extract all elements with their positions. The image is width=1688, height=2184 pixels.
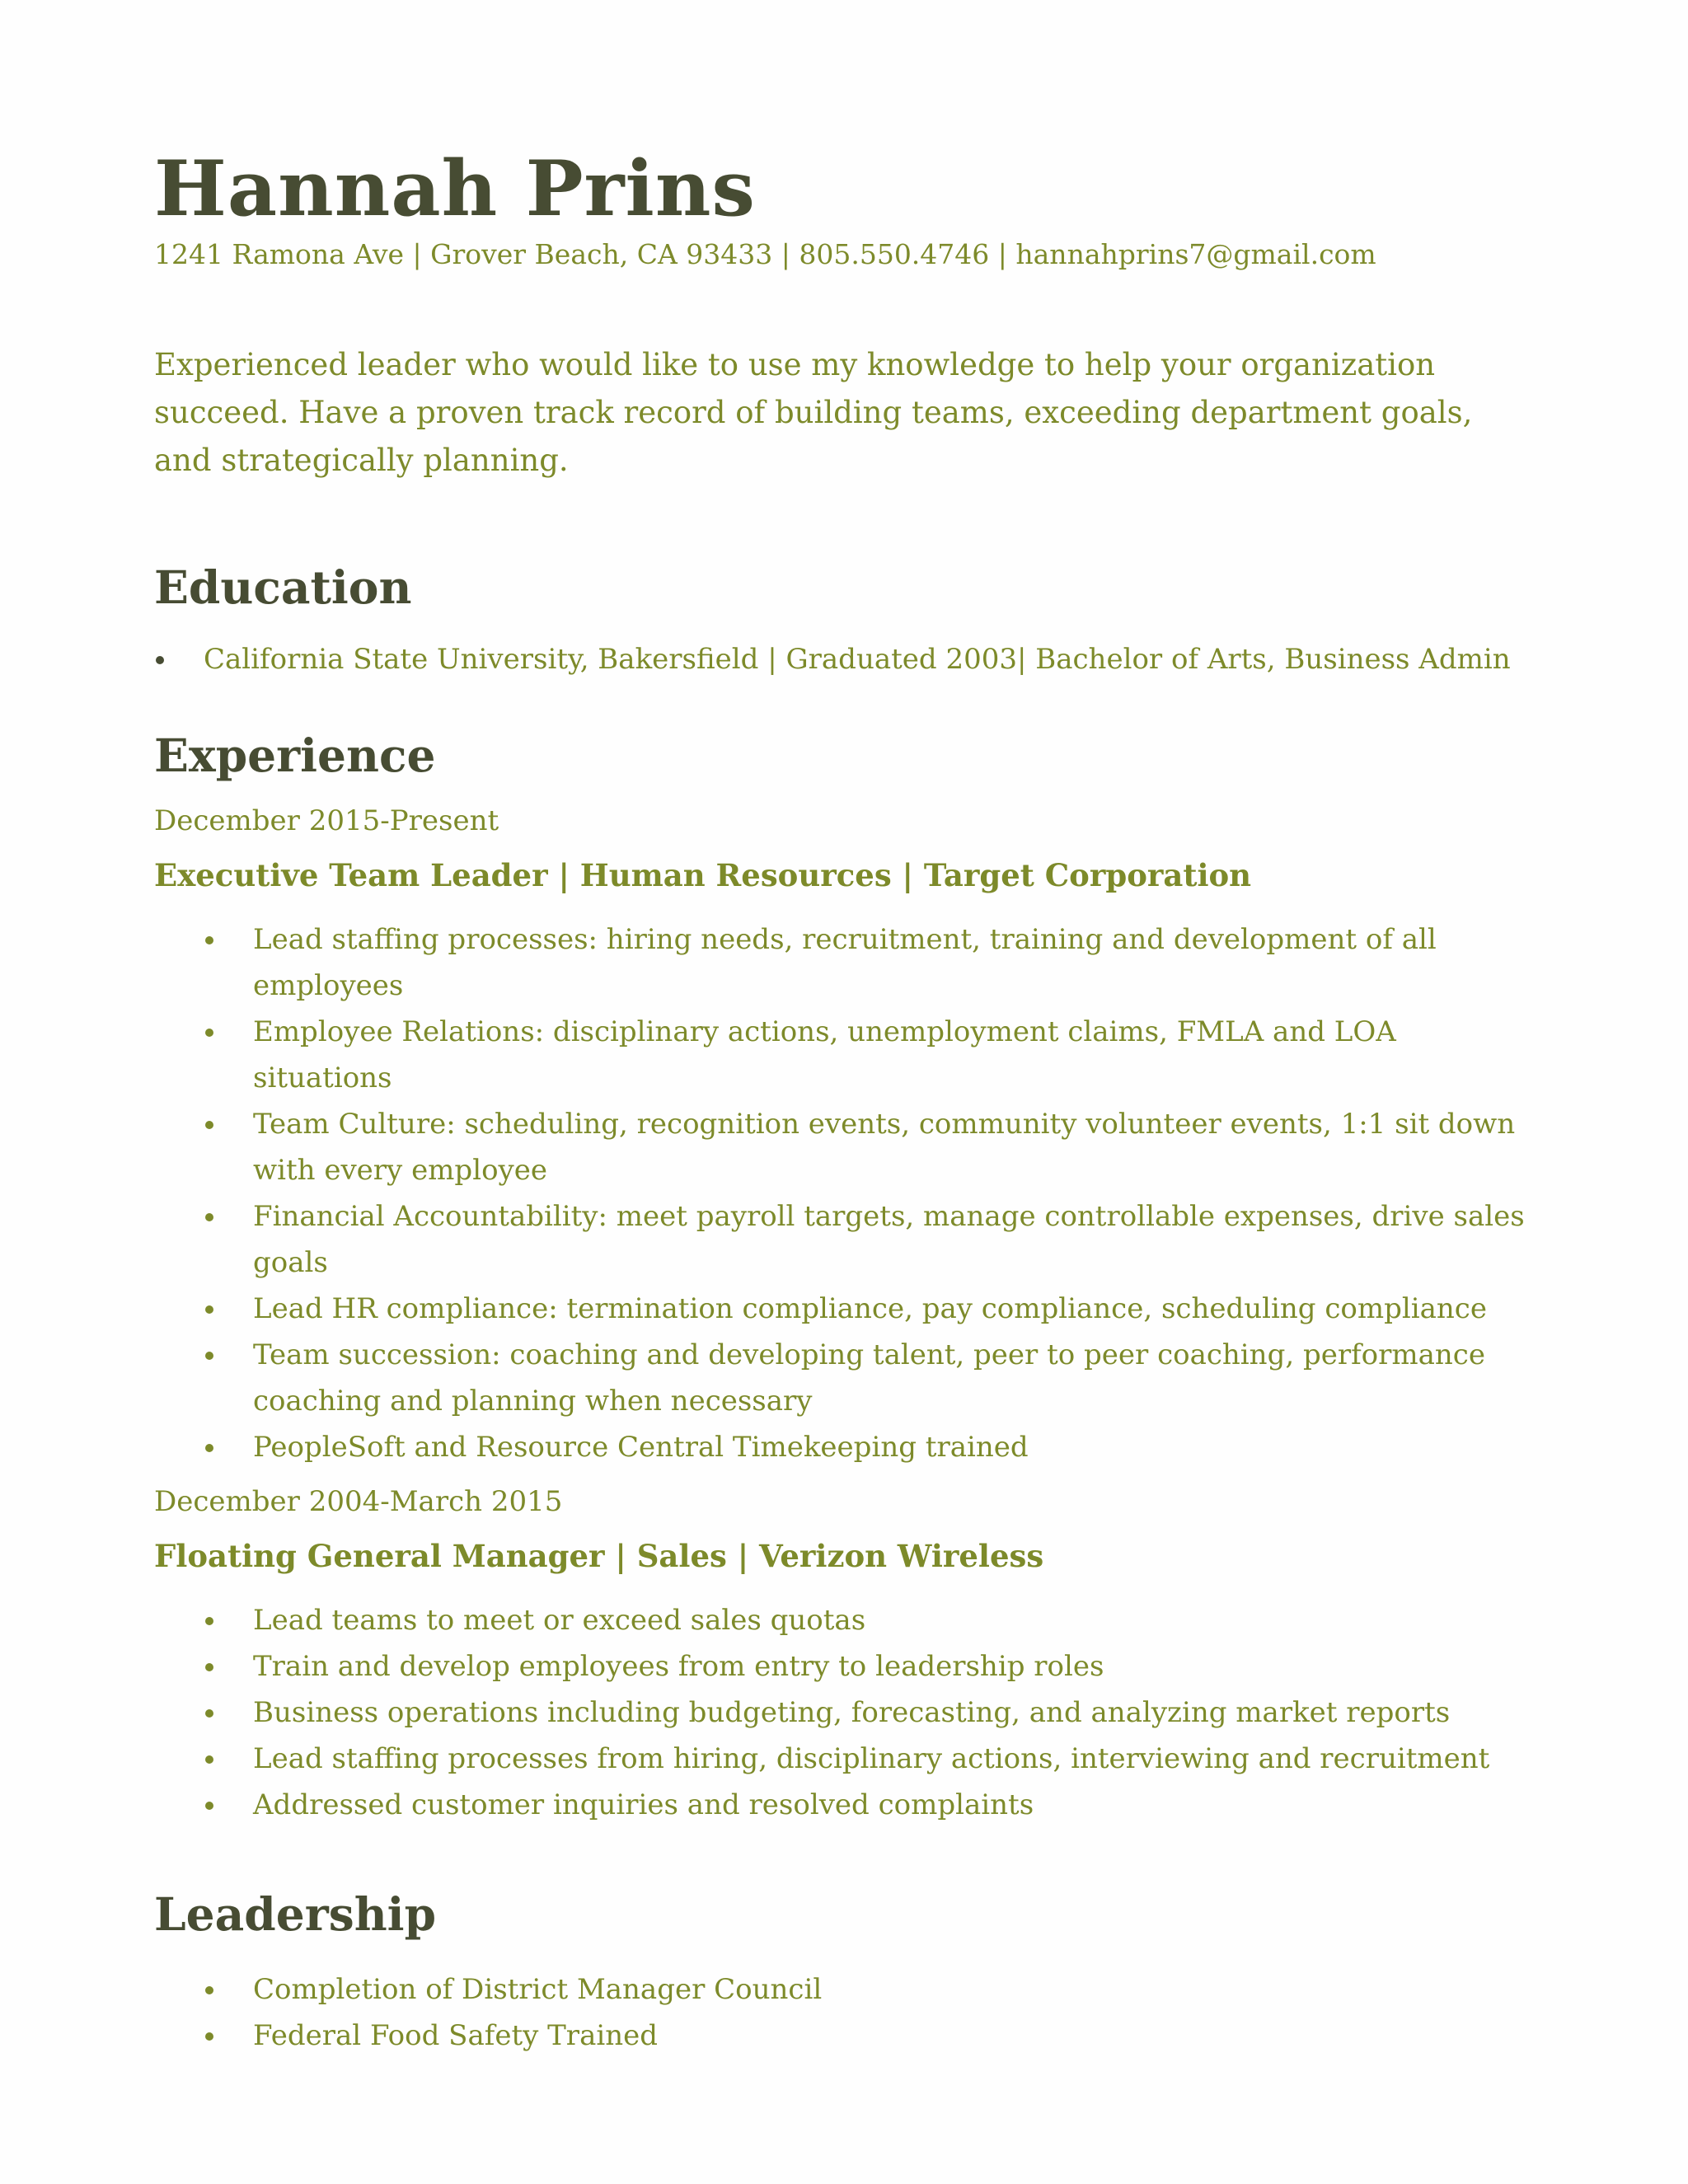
job-bullet: Lead HR compliance: termination compliance, pay compliance, scheduling compliance (253, 1286, 1536, 1332)
job-entry-target (154, 798, 1536, 1470)
contact-line: 1241 Ramona Ave | Grover Beach, CA 93433 | 805.550.4746 | hannahprins7@gmail.com (154, 238, 1376, 271)
education-item: California State University, Bakersfield | Graduated 2003| Bachelor of Arts, Business Admin (204, 636, 1536, 682)
experience-heading: Experience (154, 729, 436, 783)
job-entry-verizon (154, 1479, 1536, 1828)
job-title: Executive Team Leader | Human Resources | Target Corporation (154, 857, 1252, 894)
job-bullet: Lead staffing processes from hiring, disciplinary actions, interviewing and recruitment (253, 1736, 1536, 1782)
job-bullet: Train and develop employees from entry to leadership roles (253, 1643, 1536, 1690)
education-heading: Education (154, 560, 412, 615)
job-title: Floating General Manager | Sales | Verizon Wireless (154, 1538, 1044, 1575)
job-bullet: Employee Relations: disciplinary actions, unemployment claims, FMLA and LOA situations (253, 1009, 1536, 1101)
job-bullet-list (154, 916, 1536, 1470)
job-bullet: PeopleSoft and Resource Central Timekeeping trained (253, 1424, 1536, 1470)
job-bullet: Financial Accountability: meet payroll targets, manage controllable expenses, drive sales goals (253, 1193, 1536, 1286)
leadership-item: Federal Food Safety Trained (253, 2013, 1536, 2059)
job-dates: December 2015-Present (154, 804, 499, 838)
leadership-list (154, 1966, 1536, 2059)
leadership-heading: Leadership (154, 1887, 437, 1942)
job-bullet: Team succession: coaching and developing talent, peer to peer coaching, performance coaching and planning when necessary (253, 1332, 1536, 1424)
job-bullet-list (154, 1597, 1536, 1828)
job-bullet: Lead staffing processes: hiring needs, recruitment, training and development of all employees (253, 916, 1536, 1009)
job-bullet: Business operations including budgeting, forecasting, and analyzing market reports (253, 1690, 1536, 1736)
summary-paragraph: Experienced leader who would like to use my knowledge to help your organization succeed. Have a proven track record of building teams, exceeding department goals, and strategically planning. (154, 347, 1473, 479)
candidate-name: Hannah Prins (154, 143, 756, 233)
job-bullet: Addressed customer inquiries and resolved complaints (253, 1782, 1536, 1828)
leadership-item: Completion of District Manager Council (253, 1966, 1536, 2013)
job-dates: December 2004-March 2015 (154, 1485, 563, 1519)
job-bullet: Lead teams to meet or exceed sales quotas (253, 1597, 1536, 1643)
education-list (154, 636, 1536, 682)
job-bullet: Team Culture: scheduling, recognition events, community volunteer events, 1:1 sit down with every employee (253, 1101, 1536, 1193)
